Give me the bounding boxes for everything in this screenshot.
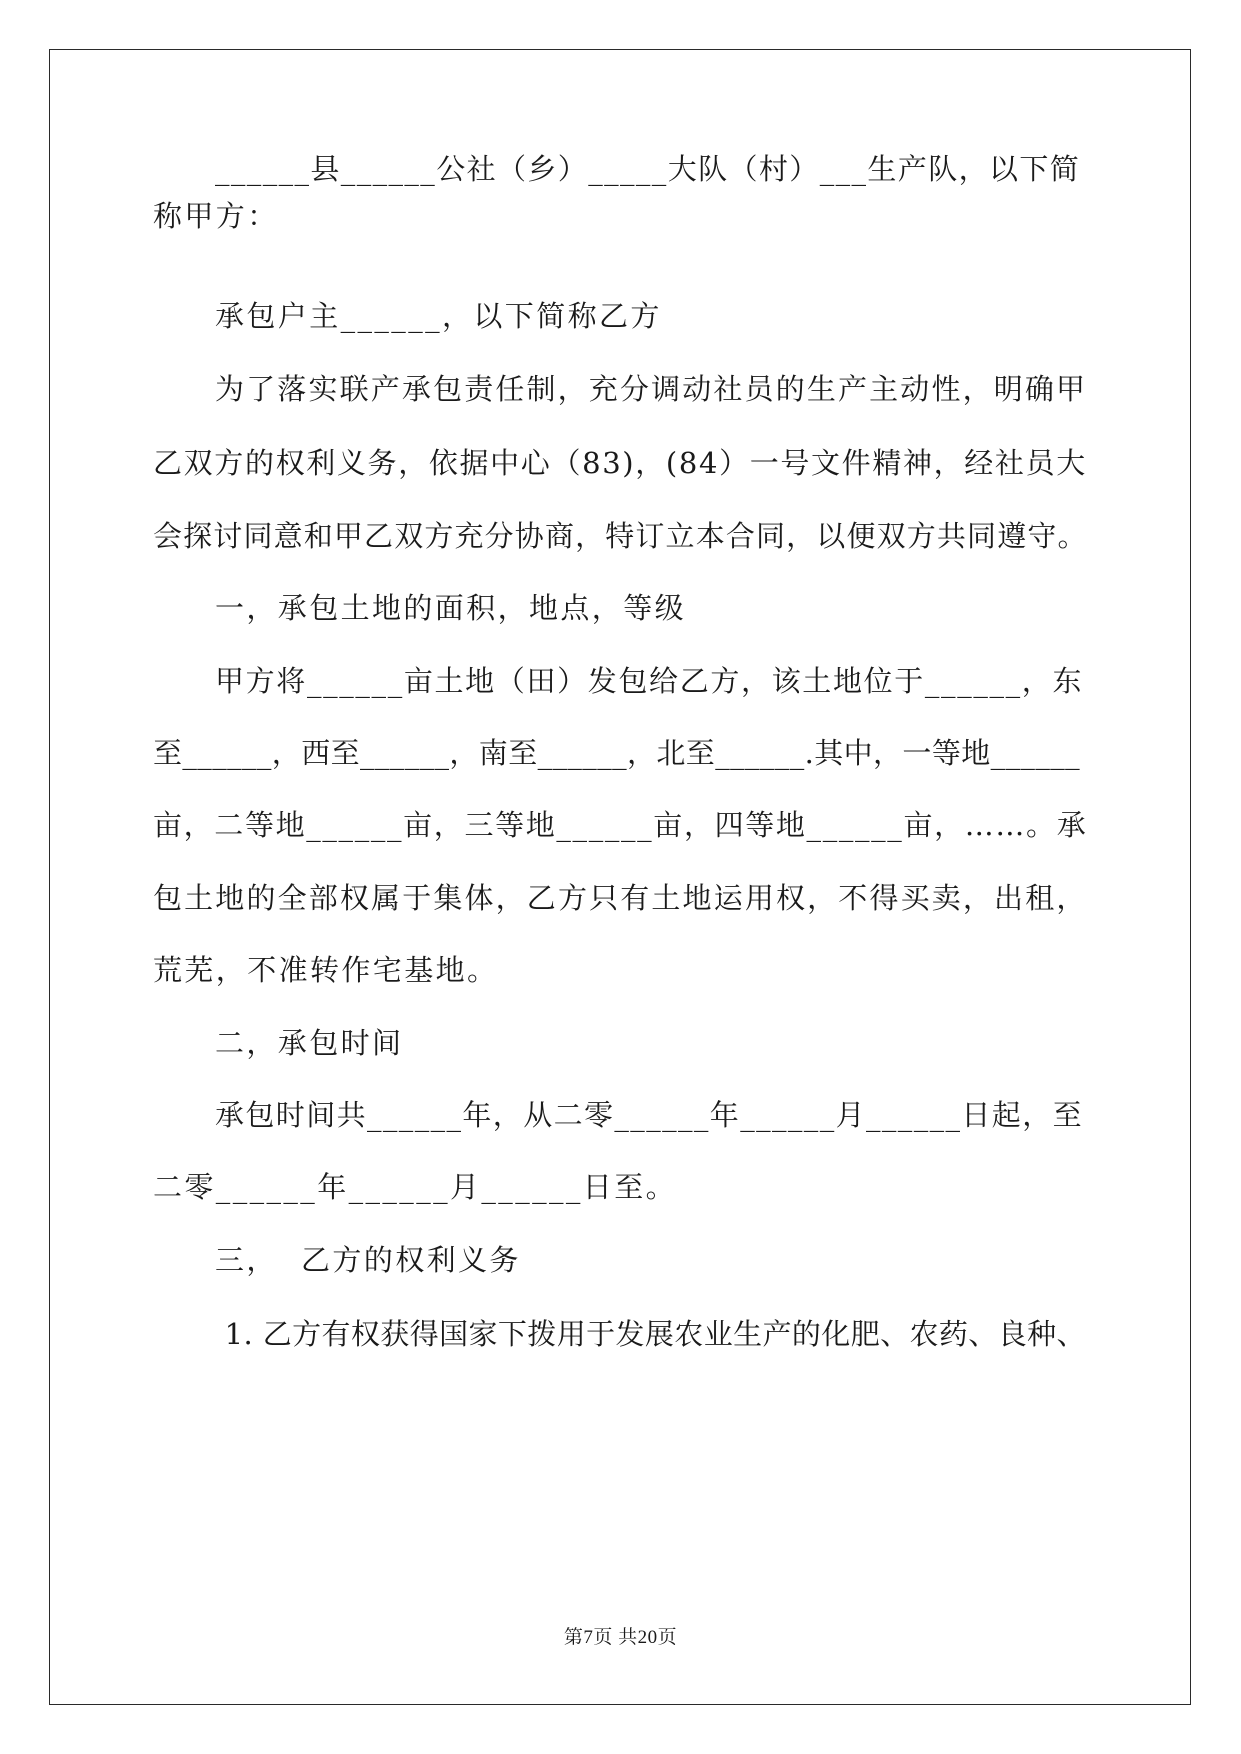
page-number-footer: 第7页 共20页 [563,1627,678,1648]
paragraph-line: 乙双方的权利义务，依据中心（83)，(84）一号文件精神，经社员大 [153,446,1087,480]
section-heading: 二，承包时间 [215,1026,404,1060]
section-heading: 三， 乙方的权利义务 [215,1243,521,1277]
paragraph-line: 包土地的全部权属于集体，乙方只有土地运用权，不得买卖，出租， [153,881,1088,915]
paragraph-line: 称甲方： [153,199,279,233]
paragraph-line: 至______，西至______，南至______，北至______.其中，一等地______ [153,736,1081,770]
paragraph-line: 为了落实联产承包责任制，充分调动社员的生产主动性，明确甲 [215,372,1088,406]
page-border [49,49,1191,1705]
section-heading: 一，承包土地的面积，地点，等级 [215,591,687,625]
paragraph-line: 承包时间共______年，从二零______年______月______日起，至 [215,1098,1084,1132]
paragraph-line: 承包户主______，以下简称乙方 [215,299,662,333]
paragraph-line: 亩，二等地______亩，三等地______亩，四等地______亩，……。承 [153,808,1088,842]
paragraph-line: 荒芜，不准转作宅基地。 [153,953,499,987]
paragraph-line: 甲方将______亩土地（田）发包给乙方，该土地位于______，东 [215,664,1084,698]
paragraph-line: 会探讨同意和甲乙双方充分协商，特订立本合同，以便双方共同遵守。 [153,519,1088,553]
paragraph-line: 1. 乙方有权获得国家下拨用于发展农业生产的化肥、农药、良种、 [215,1317,1086,1351]
paragraph-line: 二零______年______月______日至。 [153,1170,678,1204]
paragraph-line: ______县______公社（乡）_____大队（村）___生产队，以下简 [215,152,1081,186]
